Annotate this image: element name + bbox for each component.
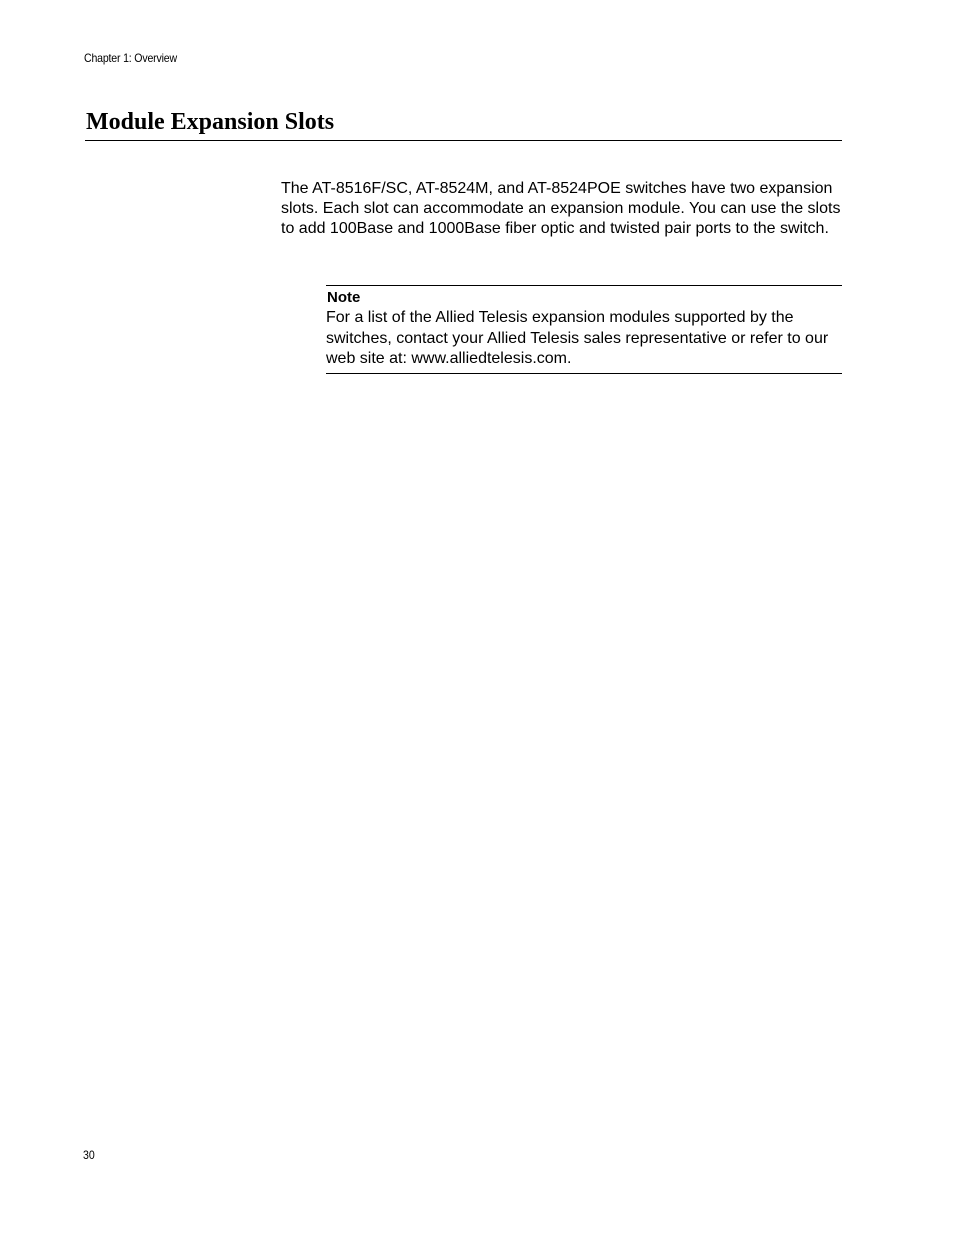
note-label: Note — [327, 289, 361, 306]
section-title: Module Expansion Slots — [86, 109, 335, 135]
running-header: Chapter 1: Overview — [84, 51, 177, 65]
title-divider — [85, 140, 842, 141]
note-box — [326, 285, 842, 374]
note-text: For a list of the Allied Telesis expansion modules supported by the switches, contact your Allied Telesis sales representative or refer to our web site at: www.alliedtelesis.com. — [326, 309, 829, 367]
page-number: 30 — [83, 1148, 95, 1162]
body-paragraph: The AT-8516F/SC, AT-8524M, and AT-8524POE switches have two expansion slots. Each slot can accommodate an expansion module. You can use the slots to add 100Base and 1000Base fiber optic and twisted pair ports to the switch. — [281, 180, 841, 237]
